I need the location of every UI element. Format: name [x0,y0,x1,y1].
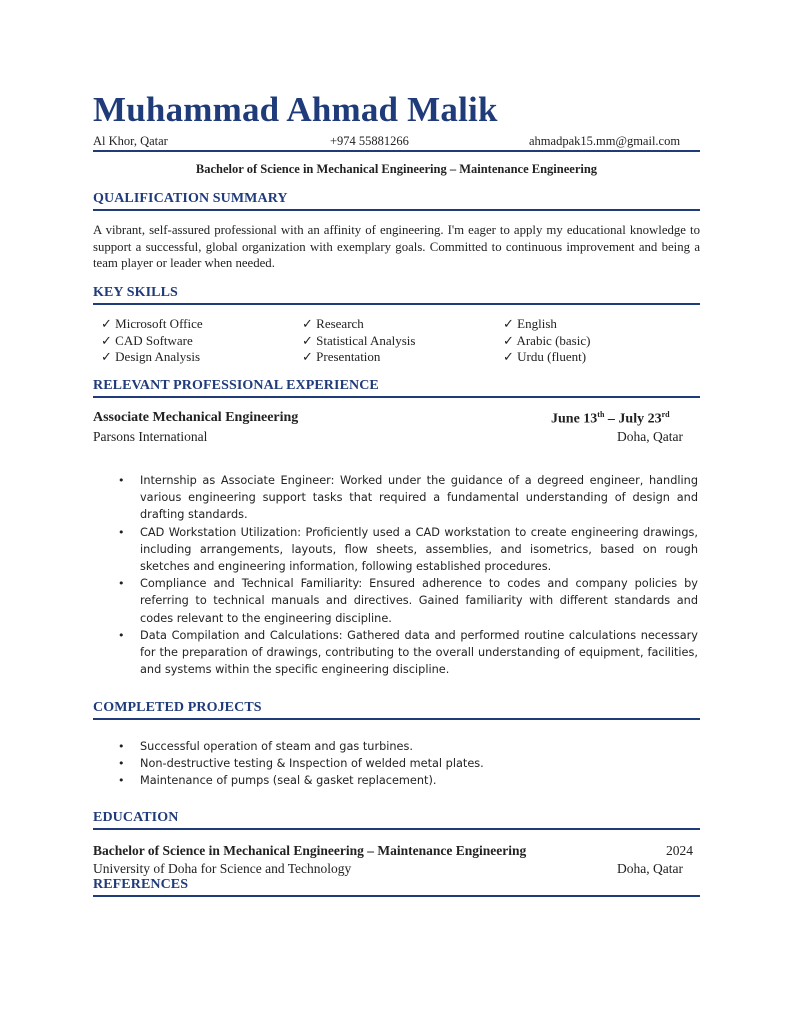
skill-item: ✓ Statistical Analysis [302,332,416,348]
section-title-skills: KEY SKILLS [93,285,178,300]
skills-column-3 [503,316,590,366]
section-rule-projects [93,718,700,720]
check-icon: ✓ [503,316,514,331]
section-rule-skills [93,303,700,305]
skill-item: ✓ Arabic (basic) [503,332,591,348]
contact-location: Al Khor, Qatar [93,134,168,148]
check-icon: ✓ [302,332,313,348]
section-rule-qualification [93,209,700,211]
skill-item: ✓ Design Analysis [101,349,201,364]
degree-headline: Bachelor of Science in Mechanical Engineering – Maintenance Engineering [195,162,598,176]
check-icon: ✓ [503,332,514,348]
section-rule-experience [93,396,700,398]
section-title-experience: RELEVANT PROFESSIONAL EXPERIENCE [93,378,379,393]
skill-item: ✓ CAD Software [101,332,193,348]
bullet-icon: • [118,577,125,591]
section-rule-references [93,895,700,897]
experience-bullets [118,472,698,678]
bullet-icon: • [118,628,125,642]
candidate-name: Muhammad Ahmad Malik [93,90,498,129]
education-school: University of Doha for Science and Technology [93,861,352,876]
skill-item: ✓ Presentation [302,349,381,364]
bullet-icon: • [118,525,125,539]
section-title-projects: COMPLETED PROJECTS [93,700,262,715]
section-title-education: EDUCATION [93,810,179,825]
header-rule [93,150,700,152]
skill-item: ✓ Research [302,316,364,331]
check-icon: ✓ [101,332,112,348]
job-dates: June 13th – July 23rd [551,410,670,427]
check-icon: ✓ [302,316,313,331]
education-location: Doha, Qatar [617,861,683,876]
job-title: Associate Mechanical Engineering [93,410,299,425]
skill-item: ✓ Microsoft Office [101,316,203,331]
section-title-references: REFERENCES [93,877,189,892]
bullet-icon: • [118,740,125,753]
list-item: • Non-destructive testing & Inspection of welded metal plates. [118,755,698,772]
list-item: • Compliance and Technical Familiarity: Ensured adherence to codes and company policies by referring to technical manuals and directives. Gained familiarity with different standards and codes relevant to the engineering discipline. [118,577,698,625]
bullet-icon: • [118,757,125,771]
skill-item: ✓ Urdu (fluent) [503,349,587,364]
list-item: • Internship as Associate Engineer: Worked under the guidance of a degreed engineer, handling various engineering support tasks that required a fundamental understanding of design and drafting standards. [118,474,698,522]
check-icon: ✓ [302,349,313,364]
check-icon: ✓ [503,349,514,364]
list-item: • Maintenance of pumps (seal & gasket replacement). [118,772,698,789]
contact-phone: +974 55881266 [330,134,409,148]
education-year: 2024 [666,843,693,858]
company-name: Parsons International [93,429,208,444]
qualification-summary: A vibrant, self-assured professional with an affinity of engineering. I'm eager to apply my educational knowledge to support a successful, global organization with exemplary goals. Committed to continuous improvement and being a team player or leader when needed. [93,223,700,270]
skills-column-1 [101,316,203,366]
list-item: • CAD Workstation Utilization: Proficiently used a CAD workstation to create engineering drawings, including arrangements, layouts, flow sheets, assemblies, and isometrics, based on rough sketches and engineering information, following established procedures. [118,525,698,574]
bullet-icon: • [118,774,125,788]
skills-column-2 [302,316,415,366]
job-location: Doha, Qatar [617,429,683,444]
section-title-qualification: QUALIFICATION SUMMARY [93,191,288,206]
bullet-icon: • [118,474,125,487]
section-rule-education [93,828,700,830]
project-bullets [118,738,698,790]
skill-item: ✓ English [503,316,557,331]
check-icon: ✓ [101,316,112,331]
check-icon: ✓ [101,349,112,364]
education-degree: Bachelor of Science in Mechanical Engineering – Maintenance Engineering [93,843,527,858]
list-item: • Data Compilation and Calculations: Gathered data and performed routine calculations necessary for the preparation of drawings, contributing to the overall understanding of equipment, facilities, and systems within the specific engineering discipline. [118,628,698,677]
contact-email[interactable]: ahmadpak15.mm@gmail.com [529,134,681,148]
list-item: • Successful operation of steam and gas turbines. [118,738,698,755]
